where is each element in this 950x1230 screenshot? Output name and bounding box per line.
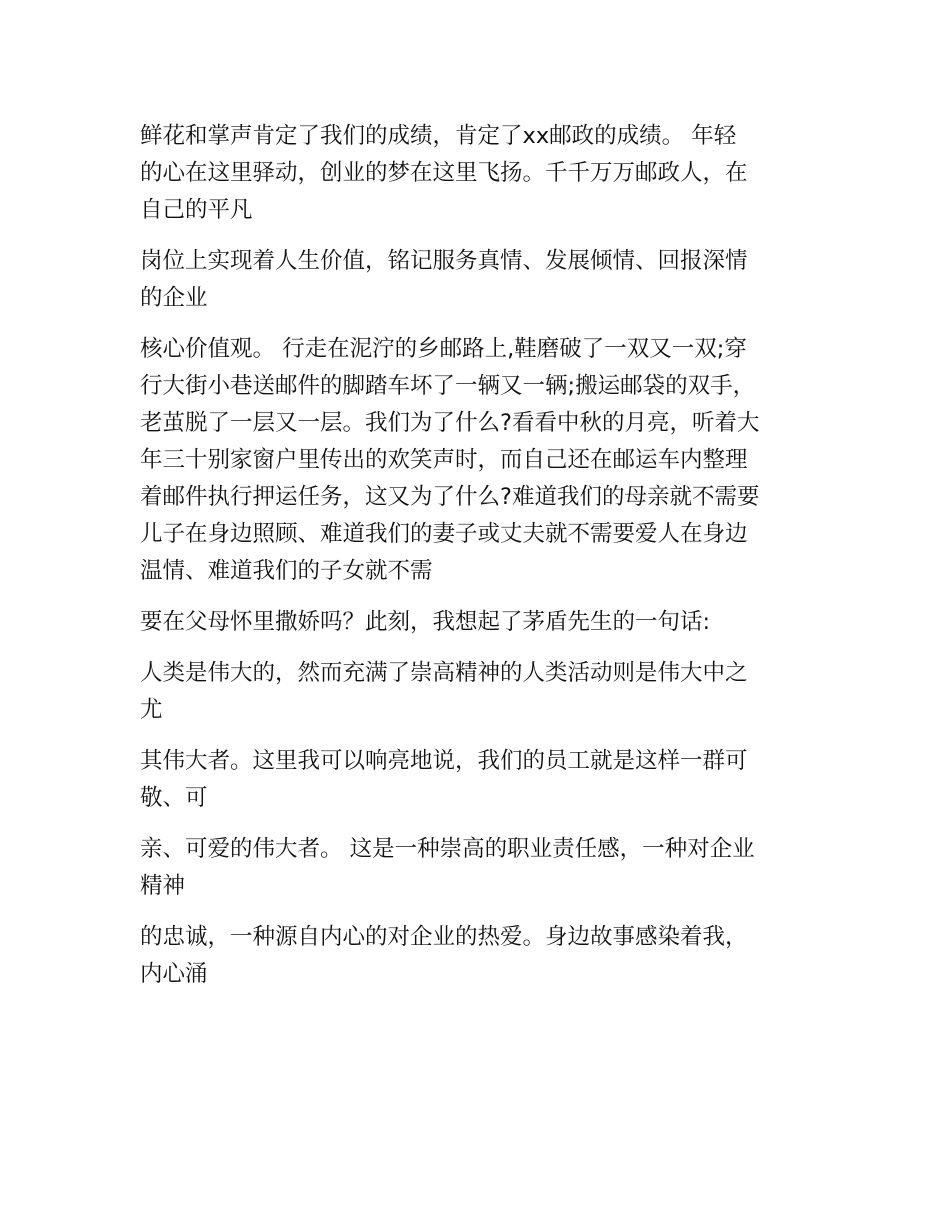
paragraph-3 bbox=[140, 331, 816, 590]
text-line: 鲜花和掌声肯定了我们的成绩，肯定了xx邮政的成绩。 年轻 bbox=[140, 123, 737, 149]
text-line: 岗位上实现着人生价值，铭记服务真情、发展倾情、回报深情 bbox=[140, 248, 748, 274]
text-line: 行大街小巷送邮件的脚踏车坏了一辆又一辆;搬运邮袋的双手， bbox=[140, 373, 756, 399]
text-line: 的心在这里驿动，创业的梦在这里飞扬。千千万万邮政人，在 bbox=[140, 160, 748, 186]
text-line: 的企业 bbox=[140, 285, 208, 311]
paragraph-2 bbox=[140, 243, 816, 317]
paragraph-4 bbox=[140, 604, 816, 641]
text-line: 人类是伟大的，然而充满了崇高精神的人类活动则是伟大中之 bbox=[140, 660, 748, 686]
text-line: 温情、难道我们的子女就不需 bbox=[140, 558, 433, 584]
text-line: 年三十别家窗户里传出的欢笑声时，而自己还在邮运车内整理 bbox=[140, 447, 748, 473]
text-line: 老茧脱了一层又一层。我们为了什么?看看中秋的月亮，听着大 bbox=[140, 410, 760, 436]
document-body bbox=[140, 118, 816, 1007]
text-line: 自己的平凡 bbox=[140, 197, 253, 223]
text-line: 要在父母怀里撒娇吗？此刻，我想起了茅盾先生的一句话: bbox=[140, 609, 711, 635]
paragraph-1 bbox=[140, 118, 816, 229]
text-line: 的忠诚，一种源自内心的对企业的热爱。身边故事感染着我， bbox=[140, 924, 748, 950]
text-line: 亲、可爱的伟大者。 这是一种崇高的职业责任感，一种对企业 bbox=[140, 836, 755, 862]
text-line: 内心涌 bbox=[140, 961, 208, 987]
paragraph-7 bbox=[140, 831, 816, 905]
text-line: 敬、可 bbox=[140, 785, 208, 811]
text-line: 其伟大者。这里我可以响亮地说，我们的员工就是这样一群可 bbox=[140, 748, 748, 774]
text-line: 着邮件执行押运任务，这又为了什么?难道我们的母亲就不需要 bbox=[140, 484, 760, 510]
text-line: 儿子在身边照顾、难道我们的妻子或丈夫就不需要爱人在身边 bbox=[140, 521, 748, 547]
text-line: 精神 bbox=[140, 873, 186, 899]
paragraph-5 bbox=[140, 655, 816, 729]
text-line: 尤 bbox=[140, 697, 163, 723]
text-line: 核心价值观。 行走在泥泞的乡邮路上,鞋磨破了一双又一双;穿 bbox=[140, 336, 747, 362]
paragraph-8 bbox=[140, 919, 816, 993]
paragraph-6 bbox=[140, 743, 816, 817]
